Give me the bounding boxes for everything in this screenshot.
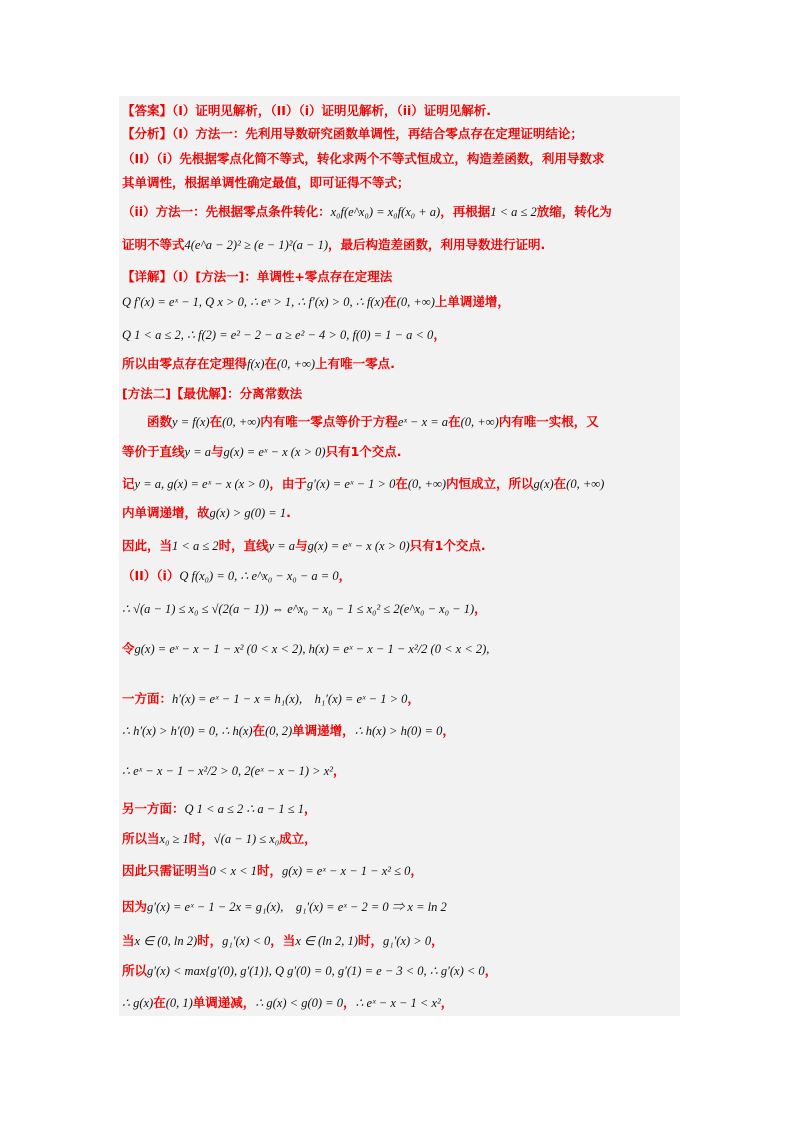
red-text: （II）（i）	[122, 568, 180, 583]
math-expression: g(x)	[533, 477, 554, 491]
red-text: ，	[433, 327, 446, 342]
math-expression: Q f′(x) = eˣ − 1, Q x > 0, ∴ eˣ > 1, ∴ f′(x) > 0, ∴ f(x)	[122, 295, 385, 309]
red-text: ，	[338, 568, 352, 583]
red-text: ，最后构造差函数，利用导数进行证明.	[328, 237, 546, 252]
text-line	[122, 125, 678, 143]
math-expression: g₁′(x) > 0	[382, 934, 432, 948]
text-line	[122, 932, 678, 950]
math-expression: y = a	[184, 445, 211, 459]
red-text: ，	[410, 863, 423, 878]
red-text: 其单调性，根据单调性确定最值，即可证得不等式；	[122, 175, 410, 190]
math-expression: 1 < a ≤ 2	[172, 539, 219, 553]
math-expression: g′(x) < max{g′(0), g′(1)}, Q g′(0) = 0, g′(1) = e − 3 < 0, ∴ g′(x) < 0	[147, 964, 485, 978]
red-text: 一方面：	[122, 691, 173, 706]
red-text: 在	[252, 723, 266, 738]
math-expression: ∴ h(x) > h(0) = 0	[354, 724, 443, 738]
math-expression: g′(x) = eˣ − 1 − 2x = g₁(x), g₁′(x) = eˣ − 2 = 0 ⇒ x = ln 2	[147, 900, 447, 914]
text-line	[122, 762, 678, 780]
red-text: 时，直线	[218, 538, 269, 553]
math-expression: (0, +∞)	[566, 477, 605, 491]
red-text: 与	[211, 444, 224, 459]
red-text: ，	[431, 933, 444, 948]
math-expression: ∴ h′(x) > h′(0) = 0, ∴ h(x)	[122, 724, 253, 738]
red-text: 另一方面：	[122, 801, 185, 816]
red-text: 只有1个交点.	[409, 538, 486, 553]
text-line	[122, 236, 678, 254]
red-text: 函数	[122, 414, 173, 429]
red-text: 时，	[256, 863, 282, 878]
math-expression: g(x) = eˣ − x (x > 0)	[223, 445, 326, 459]
math-expression: g₁′(x) < 0	[222, 934, 271, 948]
red-text: 在	[264, 356, 277, 371]
red-text: 证明不等式	[122, 237, 185, 252]
text-line	[122, 962, 678, 980]
math-expression: x ∈ (0, ln 2)	[134, 934, 198, 948]
red-text: （ii）方法一：先根据零点条件转化：	[122, 204, 331, 219]
red-text: 所以由零点存在定理得	[122, 356, 248, 371]
red-text: ，	[484, 963, 498, 978]
red-text: ，	[440, 995, 454, 1010]
text-line	[122, 475, 678, 493]
red-text: ，	[474, 601, 487, 616]
text-line	[122, 537, 678, 555]
math-expression: (0, 2)	[265, 724, 293, 738]
math-expression: y = a, g(x) = eˣ − x (x > 0)	[134, 477, 270, 491]
math-expression: (0, 1)	[165, 996, 193, 1010]
red-text: ，	[442, 723, 455, 738]
red-text: 记	[122, 476, 135, 491]
red-text: 所以当	[122, 831, 160, 846]
text-line	[122, 800, 678, 818]
math-expression: (0, +∞)	[460, 415, 499, 429]
red-text: 放缩，转化为	[536, 204, 612, 219]
math-expression: ∴ eˣ − x − 1 < x²	[355, 996, 441, 1010]
red-text: （II）（i）先根据零点化简不等式，转化求两个不等式恒成立，构造差函数，利用导数求	[122, 151, 605, 166]
math-expression: g(x) = eˣ − x − 1 − x² (0 < x < 2), h(x) = eˣ − x − 1 − x²/2 (0 < x < 2),	[134, 642, 490, 656]
text-line	[122, 203, 678, 221]
red-text: 时，	[197, 933, 223, 948]
text-line	[122, 722, 678, 740]
math-expression: Q f(x₀) = 0, ∴ e^x₀ − x₀ − a = 0	[179, 569, 339, 583]
red-text: 令	[122, 641, 135, 656]
red-text: 当	[122, 933, 135, 948]
red-text: 等价于直线	[122, 444, 185, 459]
red-text: 时，	[188, 831, 214, 846]
red-text: ，	[333, 763, 346, 778]
math-expression: g(x) > g(0) = 1	[209, 506, 287, 520]
math-expression: h′(x) = eˣ − 1 − x = h₁(x), h₁′(x) = eˣ − 1 > 0	[172, 692, 408, 706]
red-text: 与	[295, 538, 308, 553]
red-text: 因此，当	[122, 538, 173, 553]
red-text: 因为	[122, 899, 148, 914]
red-text: 在	[553, 476, 567, 491]
math-expression: 4(e^a − 2)² ≥ (e − 1)²(a − 1)	[184, 238, 329, 252]
red-text: 在	[448, 414, 461, 429]
math-expression: y = f(x)	[172, 415, 210, 429]
text-line	[122, 443, 678, 461]
red-text: 单调递增，	[292, 723, 355, 738]
red-text: 上有唯一零点.	[315, 356, 395, 371]
red-text: 内有唯一零点等价于方程	[260, 414, 398, 429]
math-expression: x ∈ (ln 2, 1)	[295, 934, 358, 948]
text-line	[122, 413, 678, 431]
red-text: 内恒成立，所以	[446, 476, 534, 491]
math-expression: g(x) = eˣ − x − 1 − x² ≤ 0	[281, 864, 411, 878]
red-text: 在	[209, 414, 223, 429]
red-text: [方法二]【最优解】：分离常数法	[122, 386, 303, 401]
math-expression: (0, +∞)	[222, 415, 261, 429]
red-text: ，	[407, 691, 420, 706]
red-text: 只有1个交点.	[325, 444, 402, 459]
red-text: ，当	[270, 933, 296, 948]
text-line	[122, 293, 678, 311]
red-text: 时，	[357, 933, 383, 948]
red-text: 内有唯一实根，又	[498, 414, 599, 429]
text-line	[122, 150, 678, 168]
math-expression: (0, +∞)	[396, 295, 435, 309]
text-line	[122, 268, 678, 286]
text-line	[122, 898, 678, 916]
math-expression: f(x)	[247, 357, 265, 371]
red-text: ，	[303, 801, 317, 816]
math-expression: √(a − 1) ≤ x₀	[213, 832, 280, 846]
math-expression: ∴ √(a − 1) ≤ x₀ ≤ √(2(a − 1)) ⇔ e^x₀ − x₀ − 1 ≤ x₀² ≤ 2(e^x₀ − x₀ − 1)	[122, 602, 475, 616]
math-expression: (0, +∞)	[276, 357, 316, 371]
math-expression: (0, +∞)	[407, 477, 447, 491]
text-line	[122, 994, 678, 1012]
red-text: 上单调递增，	[434, 294, 510, 309]
red-text: 单调递减，	[192, 995, 256, 1010]
text-line	[122, 504, 678, 522]
math-expression: ∴ g(x)	[122, 996, 154, 1010]
text-line	[122, 640, 678, 658]
text-line	[122, 326, 678, 344]
text-line	[122, 355, 678, 373]
math-expression: x₀f(e^x₀) = x₀f(x₀ + a)	[330, 205, 441, 219]
math-expression: g(x) = eˣ − x (x > 0)	[307, 539, 410, 553]
red-text: 【分析】（I）方法一：先利用导数研究函数单调性，再结合零点存在定理证明结论；	[122, 126, 583, 141]
red-text: ，由于	[269, 476, 307, 491]
red-text: 【答案】（I）证明见解析，（II）（i）证明见解析，（ii）证明见解析.	[122, 103, 492, 118]
math-expression: Q 1 < a ≤ 2, ∴ f(2) = e² − 2 − a ≥ e² − 4 > 0, f(0) = 1 − a < 0	[122, 328, 434, 342]
red-text: 在	[384, 294, 397, 309]
red-text: 在	[395, 476, 408, 491]
text-line	[122, 385, 678, 403]
math-expression: x₀ ≥ 1	[159, 832, 189, 846]
red-text: .	[286, 505, 291, 520]
math-expression: 1 < a ≤ 2	[490, 205, 537, 219]
text-line	[122, 174, 678, 192]
math-expression: eˣ − x = a	[397, 415, 449, 429]
math-expression: Q 1 < a ≤ 2 ∴ a − 1 ≤ 1	[184, 802, 304, 816]
red-text: 内单调递增，故	[122, 505, 210, 520]
text-line	[122, 600, 678, 618]
math-expression: 0 < x < 1	[209, 864, 257, 878]
text-line	[122, 567, 678, 585]
red-text: ，	[342, 995, 356, 1010]
math-expression: ∴ g(x) < g(0) = 0	[255, 996, 343, 1010]
red-text: 因此只需证明当	[122, 863, 210, 878]
red-text: 成立，	[279, 831, 317, 846]
math-expression: ∴ eˣ − x − 1 − x²/2 > 0, 2(eˣ − x − 1) > x²	[122, 764, 334, 778]
math-expression: g′(x) = eˣ − 1 > 0	[306, 477, 396, 491]
text-line	[122, 830, 678, 848]
text-line	[122, 862, 678, 880]
red-text: 在	[153, 995, 166, 1010]
math-expression: y = a	[268, 539, 296, 553]
text-line	[122, 690, 678, 708]
red-text: 【详解】（I）[方法一]：单调性+零点存在定理法	[122, 269, 393, 284]
red-text: ，再根据	[440, 204, 491, 219]
text-line	[122, 102, 678, 120]
red-text: 所以	[122, 963, 148, 978]
